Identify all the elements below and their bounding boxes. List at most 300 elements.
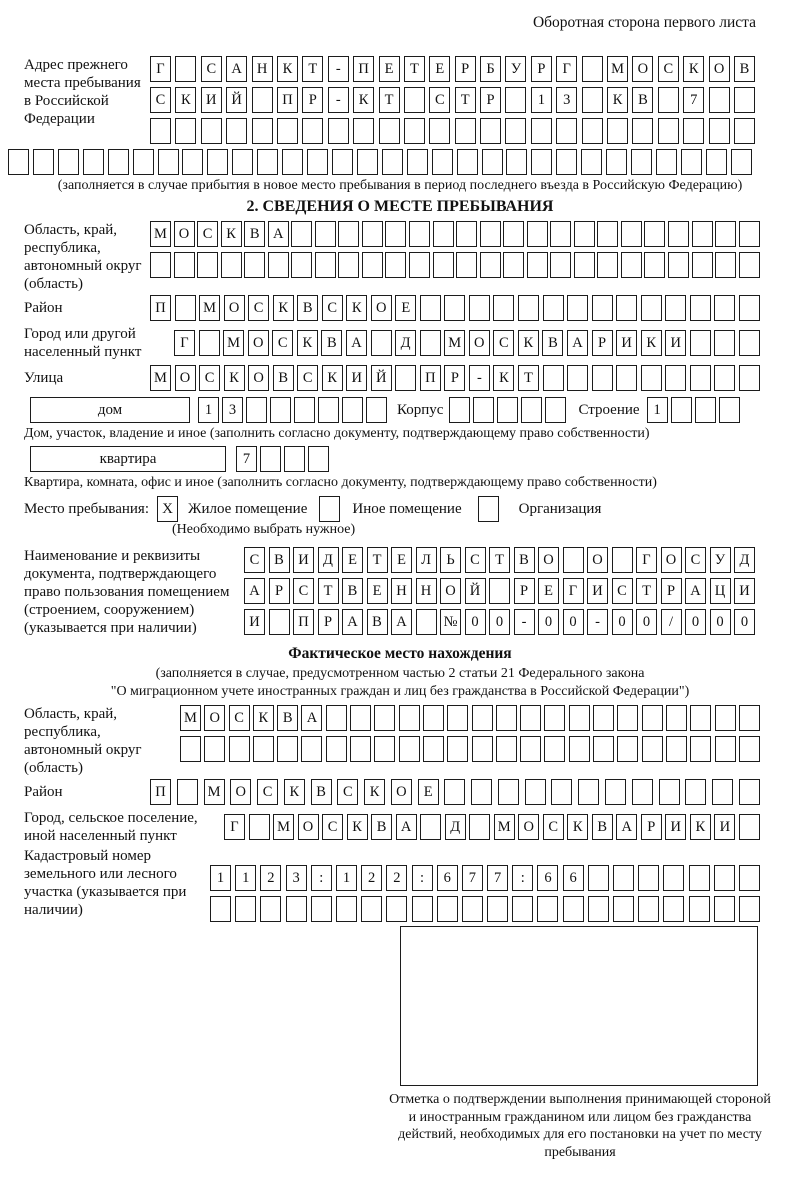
char-cell[interactable]: [712, 779, 733, 805]
char-cell[interactable]: О: [230, 779, 251, 805]
char-cell[interactable]: [714, 330, 735, 356]
char-cell[interactable]: [581, 149, 602, 175]
char-cell[interactable]: [739, 295, 760, 321]
char-cell[interactable]: [556, 149, 577, 175]
char-cell[interactable]: [252, 87, 273, 113]
char-cell[interactable]: П: [353, 56, 374, 82]
char-cell[interactable]: И: [616, 330, 637, 356]
char-cell[interactable]: И: [734, 578, 755, 604]
char-cell[interactable]: [690, 330, 711, 356]
char-cell[interactable]: [487, 896, 508, 922]
char-cell[interactable]: [350, 736, 371, 762]
char-cell[interactable]: [520, 705, 541, 731]
char-cell[interactable]: [374, 705, 395, 731]
char-cell[interactable]: [663, 896, 684, 922]
char-cell[interactable]: В: [311, 779, 332, 805]
char-cell[interactable]: М: [204, 779, 225, 805]
char-cell[interactable]: [294, 397, 315, 423]
char-cell[interactable]: :: [512, 865, 533, 891]
char-cell[interactable]: Р: [531, 56, 552, 82]
char-cell[interactable]: [498, 779, 519, 805]
char-cell[interactable]: [582, 118, 603, 144]
char-cell[interactable]: [642, 736, 663, 762]
char-cell[interactable]: В: [734, 56, 755, 82]
char-cell[interactable]: [182, 149, 203, 175]
char-cell[interactable]: М: [180, 705, 201, 731]
char-cell[interactable]: О: [587, 547, 608, 573]
char-cell[interactable]: [503, 221, 524, 247]
char-cell[interactable]: [690, 295, 711, 321]
char-cell[interactable]: С: [685, 547, 706, 573]
char-cell[interactable]: [631, 149, 652, 175]
char-cell[interactable]: [175, 56, 196, 82]
char-cell[interactable]: [480, 252, 501, 278]
char-cell[interactable]: [567, 295, 588, 321]
char-cell[interactable]: [277, 736, 298, 762]
char-cell[interactable]: [520, 736, 541, 762]
char-cell[interactable]: [133, 149, 154, 175]
char-cell[interactable]: В: [632, 87, 653, 113]
char-cell[interactable]: [326, 736, 347, 762]
char-cell[interactable]: [416, 609, 437, 635]
char-cell[interactable]: [270, 397, 291, 423]
char-cell[interactable]: [597, 252, 618, 278]
char-cell[interactable]: О: [440, 578, 461, 604]
char-cell[interactable]: Д: [318, 547, 339, 573]
char-cell[interactable]: [332, 149, 353, 175]
char-cell[interactable]: [480, 221, 501, 247]
char-cell[interactable]: 0: [710, 609, 731, 635]
char-cell[interactable]: [362, 221, 383, 247]
char-cell[interactable]: [253, 736, 274, 762]
char-cell[interactable]: [379, 118, 400, 144]
char-cell[interactable]: Г: [174, 330, 195, 356]
char-cell[interactable]: [658, 118, 679, 144]
char-cell[interactable]: [229, 736, 250, 762]
char-cell[interactable]: [612, 547, 633, 573]
char-cell[interactable]: [617, 736, 638, 762]
char-cell[interactable]: [197, 252, 218, 278]
char-cell[interactable]: К: [364, 779, 385, 805]
char-cell[interactable]: [739, 330, 760, 356]
char-cell[interactable]: И: [346, 365, 367, 391]
char-cell[interactable]: 2: [386, 865, 407, 891]
char-cell[interactable]: [537, 896, 558, 922]
char-cell[interactable]: О: [204, 705, 225, 731]
char-cell[interactable]: С: [493, 330, 514, 356]
char-cell[interactable]: [8, 149, 29, 175]
char-cell[interactable]: [420, 295, 441, 321]
char-cell[interactable]: [550, 252, 571, 278]
char-cell[interactable]: Е: [395, 295, 416, 321]
char-cell[interactable]: М: [199, 295, 220, 321]
char-cell[interactable]: [642, 705, 663, 731]
char-cell[interactable]: Р: [641, 814, 662, 840]
char-cell[interactable]: О: [391, 779, 412, 805]
char-cell[interactable]: У: [710, 547, 731, 573]
char-cell[interactable]: О: [371, 295, 392, 321]
char-cell[interactable]: Т: [379, 87, 400, 113]
char-cell[interactable]: [385, 252, 406, 278]
char-cell[interactable]: [582, 56, 603, 82]
char-cell[interactable]: Н: [391, 578, 412, 604]
char-cell[interactable]: К: [322, 365, 343, 391]
char-cell[interactable]: [621, 252, 642, 278]
char-cell[interactable]: 1: [531, 87, 552, 113]
char-cell[interactable]: В: [269, 547, 290, 573]
char-cell[interactable]: [695, 397, 716, 423]
char-cell[interactable]: :: [311, 865, 332, 891]
char-cell[interactable]: [689, 865, 710, 891]
char-cell[interactable]: К: [641, 330, 662, 356]
char-cell[interactable]: [404, 118, 425, 144]
char-cell[interactable]: [518, 295, 539, 321]
char-cell[interactable]: [632, 779, 653, 805]
char-cell[interactable]: [616, 295, 637, 321]
char-cell[interactable]: С: [293, 578, 314, 604]
char-cell[interactable]: [326, 705, 347, 731]
char-cell[interactable]: [246, 397, 267, 423]
char-cell[interactable]: Е: [538, 578, 559, 604]
char-cell[interactable]: [177, 779, 198, 805]
char-cell[interactable]: [318, 397, 339, 423]
char-cell[interactable]: П: [420, 365, 441, 391]
char-cell[interactable]: А: [616, 814, 637, 840]
char-cell[interactable]: В: [592, 814, 613, 840]
char-cell[interactable]: О: [538, 547, 559, 573]
char-cell[interactable]: [550, 221, 571, 247]
char-cell[interactable]: [506, 149, 527, 175]
char-cell[interactable]: [469, 814, 490, 840]
char-cell[interactable]: [353, 118, 374, 144]
char-cell[interactable]: [588, 896, 609, 922]
char-cell[interactable]: [563, 547, 584, 573]
char-cell[interactable]: В: [514, 547, 535, 573]
char-cell[interactable]: [706, 149, 727, 175]
char-cell[interactable]: Н: [416, 578, 437, 604]
char-cell[interactable]: 1: [210, 865, 231, 891]
char-cell[interactable]: О: [661, 547, 682, 573]
char-cell[interactable]: [593, 705, 614, 731]
char-cell[interactable]: [543, 365, 564, 391]
char-cell[interactable]: Д: [734, 547, 755, 573]
char-cell[interactable]: М: [444, 330, 465, 356]
char-cell[interactable]: [739, 252, 760, 278]
char-cell[interactable]: [582, 87, 603, 113]
char-cell[interactable]: [420, 330, 441, 356]
char-cell[interactable]: [257, 149, 278, 175]
char-cell[interactable]: [607, 118, 628, 144]
char-cell[interactable]: Т: [404, 56, 425, 82]
char-cell[interactable]: [308, 446, 329, 472]
char-cell[interactable]: Н: [252, 56, 273, 82]
char-cell[interactable]: [496, 705, 517, 731]
char-cell[interactable]: И: [665, 330, 686, 356]
char-cell[interactable]: К: [221, 221, 242, 247]
char-cell[interactable]: [663, 865, 684, 891]
char-cell[interactable]: С: [197, 221, 218, 247]
char-cell[interactable]: [597, 221, 618, 247]
char-cell[interactable]: [567, 365, 588, 391]
char-cell[interactable]: О: [632, 56, 653, 82]
char-cell[interactable]: 3: [222, 397, 243, 423]
char-cell[interactable]: [734, 87, 755, 113]
char-cell[interactable]: Т: [367, 547, 388, 573]
char-cell[interactable]: [709, 87, 730, 113]
char-cell[interactable]: [671, 397, 692, 423]
char-cell[interactable]: [563, 896, 584, 922]
char-cell[interactable]: [641, 365, 662, 391]
char-cell[interactable]: [58, 149, 79, 175]
char-cell[interactable]: С: [322, 295, 343, 321]
char-cell[interactable]: [469, 295, 490, 321]
char-cell[interactable]: [714, 295, 735, 321]
char-cell[interactable]: В: [542, 330, 563, 356]
char-cell[interactable]: [665, 365, 686, 391]
char-cell[interactable]: И: [244, 609, 265, 635]
char-cell[interactable]: [423, 736, 444, 762]
char-cell[interactable]: К: [683, 56, 704, 82]
char-cell[interactable]: Е: [342, 547, 363, 573]
char-cell[interactable]: [739, 814, 760, 840]
char-cell[interactable]: [456, 252, 477, 278]
char-cell[interactable]: Р: [455, 56, 476, 82]
char-cell[interactable]: Д: [445, 814, 466, 840]
char-cell[interactable]: 0: [489, 609, 510, 635]
char-cell[interactable]: [432, 149, 453, 175]
char-cell[interactable]: Р: [444, 365, 465, 391]
char-cell[interactable]: П: [150, 295, 171, 321]
char-cell[interactable]: 2: [260, 865, 281, 891]
char-cell[interactable]: Г: [563, 578, 584, 604]
char-cell[interactable]: Е: [418, 779, 439, 805]
char-cell[interactable]: [315, 252, 336, 278]
char-cell[interactable]: [338, 252, 359, 278]
char-cell[interactable]: [512, 896, 533, 922]
char-cell[interactable]: [689, 896, 710, 922]
char-cell[interactable]: У: [505, 56, 526, 82]
char-cell[interactable]: [739, 896, 760, 922]
char-cell[interactable]: [692, 221, 713, 247]
char-cell[interactable]: [668, 221, 689, 247]
char-cell[interactable]: [521, 397, 542, 423]
char-cell[interactable]: Р: [514, 578, 535, 604]
char-cell[interactable]: [447, 705, 468, 731]
char-cell[interactable]: [399, 736, 420, 762]
char-cell[interactable]: [617, 705, 638, 731]
char-cell[interactable]: [641, 295, 662, 321]
char-cell[interactable]: [429, 118, 450, 144]
char-cell[interactable]: [525, 779, 546, 805]
char-cell[interactable]: [739, 736, 760, 762]
char-cell[interactable]: Г: [150, 56, 171, 82]
char-cell[interactable]: [235, 896, 256, 922]
char-cell[interactable]: [420, 814, 441, 840]
char-cell[interactable]: К: [175, 87, 196, 113]
char-cell[interactable]: [709, 118, 730, 144]
char-cell[interactable]: 7: [683, 87, 704, 113]
char-cell[interactable]: [407, 149, 428, 175]
char-cell[interactable]: [174, 252, 195, 278]
char-cell[interactable]: Б: [480, 56, 501, 82]
char-cell[interactable]: К: [690, 814, 711, 840]
char-cell[interactable]: [437, 896, 458, 922]
char-cell[interactable]: [690, 736, 711, 762]
char-cell[interactable]: С: [322, 814, 343, 840]
char-cell[interactable]: Й: [465, 578, 486, 604]
char-cell[interactable]: [315, 221, 336, 247]
char-cell[interactable]: [658, 87, 679, 113]
char-cell[interactable]: О: [248, 330, 269, 356]
char-cell[interactable]: А: [396, 814, 417, 840]
char-cell[interactable]: Г: [224, 814, 245, 840]
char-cell[interactable]: 0: [612, 609, 633, 635]
char-cell[interactable]: [569, 736, 590, 762]
char-cell[interactable]: 3: [556, 87, 577, 113]
char-cell[interactable]: [569, 705, 590, 731]
char-cell[interactable]: [404, 87, 425, 113]
char-cell[interactable]: О: [298, 814, 319, 840]
char-cell[interactable]: [715, 252, 736, 278]
char-cell[interactable]: [433, 221, 454, 247]
char-cell[interactable]: /: [661, 609, 682, 635]
char-cell[interactable]: [201, 118, 222, 144]
char-cell[interactable]: [531, 149, 552, 175]
char-cell[interactable]: [574, 221, 595, 247]
char-cell[interactable]: [592, 295, 613, 321]
char-cell[interactable]: К: [284, 779, 305, 805]
char-cell[interactable]: Т: [318, 578, 339, 604]
char-cell[interactable]: [395, 365, 416, 391]
char-cell[interactable]: Т: [518, 365, 539, 391]
char-cell[interactable]: С: [337, 779, 358, 805]
char-cell[interactable]: И: [201, 87, 222, 113]
char-cell[interactable]: П: [150, 779, 171, 805]
char-cell[interactable]: [260, 896, 281, 922]
char-cell[interactable]: [204, 736, 225, 762]
char-cell[interactable]: И: [587, 578, 608, 604]
char-cell[interactable]: [644, 221, 665, 247]
char-cell[interactable]: В: [273, 365, 294, 391]
char-cell[interactable]: М: [150, 221, 171, 247]
char-cell[interactable]: С: [543, 814, 564, 840]
char-cell[interactable]: К: [224, 365, 245, 391]
char-cell[interactable]: Е: [391, 547, 412, 573]
checkbox-organizatsiya[interactable]: [478, 496, 499, 522]
char-cell[interactable]: Ц: [710, 578, 731, 604]
char-cell[interactable]: [681, 149, 702, 175]
char-cell[interactable]: [277, 118, 298, 144]
char-cell[interactable]: [497, 397, 518, 423]
char-cell[interactable]: [374, 736, 395, 762]
char-cell[interactable]: [472, 705, 493, 731]
char-cell[interactable]: А: [685, 578, 706, 604]
char-cell[interactable]: [606, 149, 627, 175]
char-cell[interactable]: 6: [537, 865, 558, 891]
char-cell[interactable]: [449, 397, 470, 423]
char-cell[interactable]: В: [371, 814, 392, 840]
char-cell[interactable]: С: [201, 56, 222, 82]
char-cell[interactable]: М: [273, 814, 294, 840]
char-cell[interactable]: [244, 252, 265, 278]
char-cell[interactable]: В: [342, 578, 363, 604]
char-cell[interactable]: [268, 252, 289, 278]
char-cell[interactable]: 0: [636, 609, 657, 635]
char-cell[interactable]: [457, 149, 478, 175]
char-cell[interactable]: П: [277, 87, 298, 113]
char-cell[interactable]: [496, 736, 517, 762]
char-cell[interactable]: [307, 149, 328, 175]
char-cell[interactable]: Р: [302, 87, 323, 113]
char-cell[interactable]: О: [174, 221, 195, 247]
char-cell[interactable]: [386, 896, 407, 922]
char-cell[interactable]: А: [567, 330, 588, 356]
char-cell[interactable]: [462, 896, 483, 922]
char-cell[interactable]: [616, 365, 637, 391]
char-cell[interactable]: [556, 118, 577, 144]
char-cell[interactable]: 1: [647, 397, 668, 423]
char-cell[interactable]: [613, 896, 634, 922]
char-cell[interactable]: 6: [437, 865, 458, 891]
char-cell[interactable]: [644, 252, 665, 278]
char-cell[interactable]: 3: [286, 865, 307, 891]
char-cell[interactable]: С: [272, 330, 293, 356]
char-cell[interactable]: [665, 295, 686, 321]
char-cell[interactable]: К: [297, 330, 318, 356]
char-cell[interactable]: С: [244, 547, 265, 573]
char-cell[interactable]: В: [277, 705, 298, 731]
char-cell[interactable]: [715, 221, 736, 247]
char-cell[interactable]: [527, 252, 548, 278]
char-cell[interactable]: [455, 118, 476, 144]
char-cell[interactable]: 2: [361, 865, 382, 891]
char-cell[interactable]: А: [268, 221, 289, 247]
char-cell[interactable]: С: [429, 87, 450, 113]
char-cell[interactable]: 1: [198, 397, 219, 423]
char-cell[interactable]: Е: [379, 56, 400, 82]
char-cell[interactable]: И: [293, 547, 314, 573]
char-cell[interactable]: М: [607, 56, 628, 82]
char-cell[interactable]: Т: [302, 56, 323, 82]
char-cell[interactable]: [543, 295, 564, 321]
char-cell[interactable]: 7: [462, 865, 483, 891]
char-cell[interactable]: 1: [336, 865, 357, 891]
char-cell[interactable]: Г: [636, 547, 657, 573]
char-cell[interactable]: [302, 118, 323, 144]
char-cell[interactable]: [714, 865, 735, 891]
char-cell[interactable]: [409, 252, 430, 278]
char-cell[interactable]: [108, 149, 129, 175]
char-cell[interactable]: Р: [661, 578, 682, 604]
char-cell[interactable]: [505, 87, 526, 113]
char-cell[interactable]: [311, 896, 332, 922]
char-cell[interactable]: [731, 149, 752, 175]
char-cell[interactable]: [362, 252, 383, 278]
char-cell[interactable]: С: [465, 547, 486, 573]
char-cell[interactable]: [505, 118, 526, 144]
char-cell[interactable]: [357, 149, 378, 175]
char-cell[interactable]: [286, 896, 307, 922]
char-cell[interactable]: [399, 705, 420, 731]
char-cell[interactable]: [659, 779, 680, 805]
char-cell[interactable]: -: [587, 609, 608, 635]
char-cell[interactable]: [291, 221, 312, 247]
char-cell[interactable]: [409, 221, 430, 247]
char-cell[interactable]: [175, 118, 196, 144]
char-cell[interactable]: [692, 252, 713, 278]
char-cell[interactable]: Т: [455, 87, 476, 113]
char-cell[interactable]: Д: [395, 330, 416, 356]
